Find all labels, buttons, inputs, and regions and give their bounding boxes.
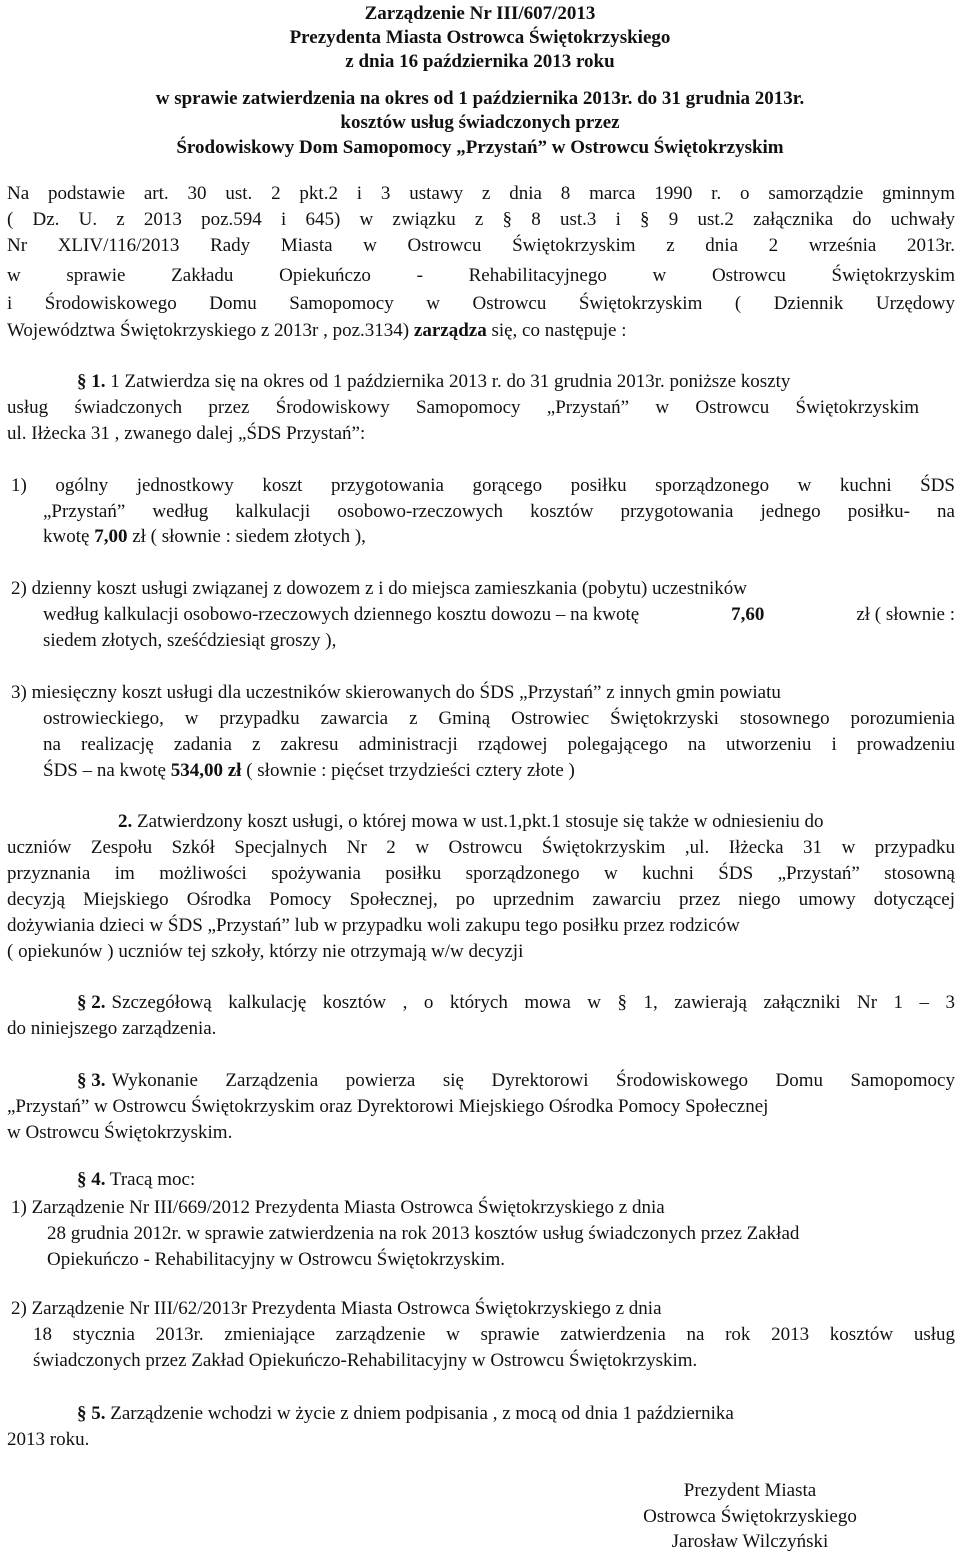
item3-line-3: na realizację zadania z zakresu administracji rządowej polegającego na utworzeniu i prowadzeniu (43, 734, 955, 755)
preamble-line-6 (7, 319, 627, 343)
repealed-1-line-1: 1) Zarządzenie Nr III/669/2012 Prezydenta Miasta Ostrowca Świętokrzyskiego z dnia (11, 1197, 665, 1218)
par2-mark: § 2. (77, 992, 106, 1013)
par2-line-1 (77, 991, 955, 1015)
par1-line-2: usług świadczonych przez Środowiskowy Samopomocy „Przystań” w Ostrowcu Świętokrzyskim (7, 397, 919, 418)
par1-mark: § 1. (77, 371, 106, 392)
signature-name: Jarosław Wilczyński (671, 1531, 829, 1552)
item2-line-2 (43, 603, 955, 627)
subject-line-1: w sprawie zatwierdzenia na okres od 1 października 2013r. do 31 grudnia 2013r. (155, 88, 805, 109)
preamble-text: Województwa Świętokrzyskiego z 2013r , poz.3134) (7, 320, 410, 341)
par5-mark: § 5. (77, 1403, 106, 1424)
par3-line-3: w Ostrowcu Świętokrzyskim. (7, 1122, 233, 1143)
par5-line-1 (77, 1402, 734, 1426)
par4-head-text: Tracą moc: (109, 1169, 196, 1190)
preamble-line-1: Na podstawie art. 30 ust. 2 pkt.2 i 3 ustawy z dnia 8 marca 1990 r. o samorządzie gminnym (7, 183, 955, 204)
repealed-2-line-2: 18 stycznia 2013r. zmieniające zarządzenie w sprawie zatwierdzenia na rok 2013 kosztów usług (33, 1324, 955, 1345)
par3-text: Wykonanie Zarządzenia powierza się Dyrektorowi Środowiskowego Domu Samopomocy (111, 1070, 955, 1091)
preamble-line-3: Nr XLIV/116/2013 Rady Miasta w Ostrowcu Świętokrzyskim z dnia 2 września 2013r. (7, 235, 955, 256)
par3-line-1 (77, 1069, 955, 1093)
preamble-line-5: i Środowiskowego Domu Samopomocy w Ostrowcu Świętokrzyskim ( Dziennik Urzędowy (7, 293, 955, 314)
item2-line-3: siedem złotych, sześćdziesiąt groszy ), (43, 630, 337, 651)
item3-text: ŚDS – na kwotę (43, 760, 166, 781)
item3-line-1: 3) miesięczny koszt usługi dla uczestników skierowanych do ŚDS „Przystań” z innych gmin powiatu (11, 682, 781, 703)
repealed-2-line-1: 2) Zarządzenie Nr III/62/2013r Prezydenta Miasta Ostrowca Świętokrzyskiego z dnia (11, 1298, 662, 1319)
item2-amount: 7,60 (731, 604, 765, 625)
par1-heading-line (77, 370, 790, 394)
par1-line-3: ul. Iłżecka 31 , zwanego dalej „ŚDS Przystań”: (7, 423, 366, 444)
item1-amount-label: kwotę (43, 526, 90, 547)
item1-line-1: 1) ogólny jednostkowy koszt przygotowania gorącego posiłku sporządzonego w kuchni ŚDS (11, 475, 955, 496)
point2-line-2: uczniów Zespołu Szkół Specjalnych Nr 2 w Ostrowcu Świętokrzyskim ,ul. Iłżecka 31 w przypadku (7, 837, 955, 858)
point2-number: 2. (118, 811, 133, 832)
point2-line-1 (118, 810, 824, 834)
item2-line-1: 2) dzienny koszt usługi związanej z dowozem z i do miejsca zamieszkania (pobytu) uczestników (11, 578, 747, 599)
item3-amount-words: ( słownie : pięćset trzydzieści cztery złote ) (246, 760, 575, 781)
title-line-1: Zarządzenie Nr III/607/2013 (364, 3, 596, 24)
item1-amount: 7,00 (94, 526, 128, 547)
par5-line-2: 2013 roku. (7, 1429, 90, 1450)
item3-line-2: ostrowieckiego, w przypadku zawarcia z Gminą Ostrowiec Świętokrzyski stosownego porozumienia (43, 708, 955, 729)
signature-city: Ostrowca Świętokrzyskiego (643, 1506, 857, 1527)
par4-heading (77, 1168, 195, 1192)
repealed-2-line-3: świadczonych przez Zakład Opiekuńczo-Rehabilitacyjny w Ostrowcu Świętokrzyskim. (33, 1350, 698, 1371)
preamble-text-end: się, co następuje : (491, 320, 627, 341)
preamble-line-2: ( Dz. U. z 2013 poz.594 i 645) w związku z § 8 ust.3 i § 9 ust.2 załącznika do uchwały (7, 209, 955, 230)
item1-line-3 (43, 525, 366, 549)
item1-line-2: „Przystań” według kalkulacji osobowo-rzeczowych kosztów przygotowania jednego posiłku- na (43, 501, 955, 522)
point2-line-3: przyznania im możliwości spożywania posiłku sporządzonego w kuchni ŚDS „Przystań” stosowną (7, 863, 955, 884)
point2-text: Zatwierdzony koszt usługi, o której mowa w ust.1,pkt.1 stosuje się także w odniesieniu do (137, 811, 824, 832)
repealed-1-line-3: Opiekuńczo - Rehabilitacyjny w Ostrowcu Świętokrzyskim. (47, 1249, 506, 1270)
preamble-line-4: w sprawie Zakładu Opiekuńczo - Rehabilitacyjnego w Ostrowcu Świętokrzyskim (7, 265, 955, 286)
decree-verb: zarządza (413, 320, 487, 341)
par5-text: Zarządzenie wchodzi w życie z dniem podpisania , z mocą od dnia 1 października (110, 1403, 734, 1424)
par2-text: Szczegółową kalkulację kosztów , o których mowa w § 1, zawierają załączniki Nr 1 – 3 (111, 992, 955, 1013)
par1-head-text: 1 Zatwierdza się na okres od 1 października 2013 r. do 31 grudnia 2013r. poniższe koszty (110, 371, 791, 392)
repealed-1-line-2: 28 grudnia 2012r. w sprawie zatwierdzenia na rok 2013 kosztów usług świadczonych przez Zakład (47, 1223, 800, 1244)
par4-mark: § 4. (77, 1169, 106, 1190)
point2-line-4: decyzją Miejskiego Ośrodka Pomocy Społecznej, po uprzednim zawarciu przez niego umowy dotyczącej (7, 889, 955, 910)
point2-line-5: dożywiania dzieci w ŚDS „Przystań” lub w przypadku woli zakupu tego posiłku przez rodziców (7, 915, 740, 936)
item2-text: według kalkulacji osobowo-rzeczowych dziennego kosztu dowozu – na kwotę (43, 604, 640, 625)
par3-line-2: „Przystań” w Ostrowcu Świętokrzyskim oraz Dyrektorowi Miejskiego Ośrodka Pomocy Społecznej (7, 1096, 769, 1117)
title-line-2: Prezydenta Miasta Ostrowca Świętokrzyskiego (289, 27, 671, 48)
signature-title: Prezydent Miasta (683, 1480, 817, 1501)
item2-amount-words: zł ( słownie : (856, 604, 955, 625)
item3-line-4 (43, 759, 575, 783)
par3-mark: § 3. (77, 1070, 106, 1091)
title-line-3: z dnia 16 października 2013 roku (345, 51, 615, 72)
subject-line-3: Środowiskowy Dom Samopomocy „Przystań” w Ostrowcu Świętokrzyskim (176, 137, 784, 158)
point2-line-6: ( opiekunów ) uczniów tej szkoły, którzy nie otrzymają w/w decyzji (7, 941, 524, 962)
item3-amount: 534,00 zł (170, 760, 242, 781)
par2-line-2: do niniejszego zarządzenia. (7, 1018, 217, 1039)
item1-amount-words: zł ( słownie : siedem złotych ), (132, 526, 366, 547)
subject-line-2: kosztów usług świadczonych przez (340, 112, 620, 133)
